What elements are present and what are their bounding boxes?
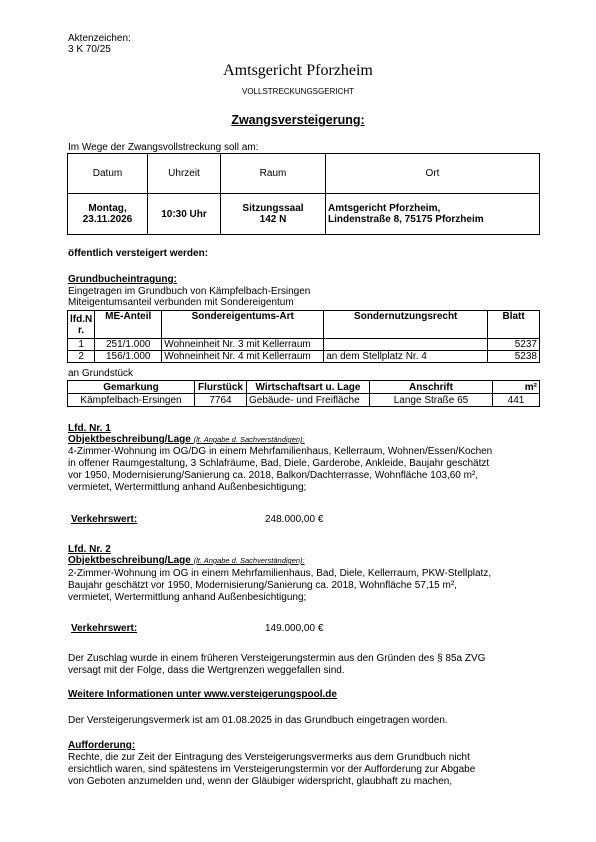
termin-table [67, 153, 540, 235]
lfd1-verkehrswert-label: Verkehrswert: [71, 514, 138, 525]
an-grundstueck: an Grundstück [68, 368, 134, 379]
termin-header-raum: Raum [221, 154, 326, 194]
gb-row2-me: 156/1.000 [95, 351, 162, 363]
termin-ort-line2: Lindenstraße 8, 75175 Pforzheim [328, 214, 484, 225]
aktenzeichen: 3 K 70/25 [68, 44, 111, 55]
termin-header-ort: Ort [326, 154, 540, 194]
grundbuch-line2: Miteigentumsanteil verbunden mit Sondereigentum [68, 297, 294, 308]
lfd2-line: vermietet, Wertermittlung anhand Außenbesichtigung; [68, 592, 307, 603]
lfd2-objekt [68, 555, 305, 566]
gb-header-se: Sondereigentums-Art [162, 311, 324, 339]
weitere-informationen-link[interactable]: Weitere Informationen unter www.versteigerungspool.de [68, 689, 337, 700]
lfd1-line: vor 1950, Modernisierung/Sanierung ca. 2018, Balkon/Dachterrasse, Wohnfläche 103,60 m², [68, 470, 479, 481]
table-row [68, 351, 540, 363]
lfd2-verkehrswert: 149.000,00 € [265, 623, 324, 634]
gb-header-lfd-a: lfd.N [70, 313, 93, 325]
aktenzeichen-label: Aktenzeichen: [68, 33, 131, 44]
termin-header-datum: Datum [68, 154, 148, 194]
lfd1-objekt-label: Objektbeschreibung/Lage [68, 434, 191, 445]
vermerk-text: Der Versteigerungsvermerk ist am 01.08.2025 in das Grundbuch eingetragen worden. [68, 715, 448, 726]
gs-header-flurstueck: Flurstück [195, 381, 247, 394]
gb-row2-se: Wohneinheit Nr. 4 mit Kellerraum [162, 351, 324, 363]
table-row [68, 339, 540, 351]
lfd2-heading: Lfd. Nr. 2 [68, 544, 111, 555]
termin-raum-line1: Sitzungssaal [242, 203, 304, 214]
gb-header-lfd-b: r. [78, 324, 85, 336]
gb-row2-lfd: 2 [68, 351, 95, 363]
grundstueck-table [67, 380, 540, 407]
gb-row2-blatt: 5238 [488, 351, 540, 363]
grundbuch-line1: Eingetragen im Grundbuch von Kämpfelbach-Ersingen [68, 286, 311, 297]
lfd1-line: vermietet, Wertermittlung anhand Außenbesichtigung; [68, 482, 307, 493]
document-title: Zwangsversteigerung: [231, 113, 365, 127]
aufforderung-line: Rechte, die zur Zeit der Eintragung des Versteigerungsvermerks aus dem Grundbuch nicht [68, 752, 470, 763]
gs-wirtschaftsart: Gebäude- und Freifläche [247, 394, 370, 407]
gs-gemarkung: Kämpfelbach-Ersingen [68, 394, 195, 407]
gb-row1-snr [324, 339, 488, 351]
termin-ort-line1: Amtsgericht Pforzheim, [328, 203, 441, 214]
lfd1-line: in offener Raumgestaltung, 3 Schlafräume, Bad, Diele, Garderobe, Ankleide, Baujahr geschätzt [68, 458, 490, 469]
gb-header-blatt: Blatt [488, 311, 540, 339]
lfd1-line: 4-Zimmer-Wohnung im OG/DG in einem Mehrfamilienhaus, Kellerraum, Wohnen/Essen/Kochen [68, 446, 493, 457]
gb-row2-snr: an dem Stellplatz Nr. 4 [324, 351, 488, 363]
lfd1-verkehrswert: 248.000,00 € [265, 514, 324, 525]
termin-raum-line2: 142 N [259, 214, 287, 225]
lfd2-line: 2-Zimmer-Wohnung im OG in einem Mehrfamilienhaus, Bad, Diele, Kellerraum, PKW-Stellplatz, [68, 568, 492, 579]
grundbuch-table [67, 310, 540, 363]
gb-row1-me: 251/1.000 [95, 339, 162, 351]
lfd1-objekt [68, 434, 305, 445]
gs-header-gemarkung: Gemarkung [68, 381, 195, 394]
court-name: Amtsgericht Pforzheim [223, 62, 373, 79]
gs-anschrift: Lange Straße 65 [370, 394, 493, 407]
termin-header-uhrzeit: Uhrzeit [148, 154, 221, 194]
lfd1-objekt-note: (lt. Angabe d. Sachverständigen): [193, 435, 305, 444]
lfd2-objekt-label: Objektbeschreibung/Lage [68, 555, 191, 566]
gb-header-lfd [68, 311, 95, 339]
gb-header-snr: Sondernutzungsrecht [324, 311, 488, 339]
termin-datum-line2: 23.11.2026 [82, 214, 133, 225]
gs-m2: 441 [493, 394, 540, 407]
lfd2-line: Baujahr geschätzt vor 1950, Modernisierung/Sanierung ca. 2018, Wohnfläche 57,15 m², [68, 580, 457, 591]
gb-row1-lfd: 1 [68, 339, 95, 351]
grundbuch-heading: Grundbucheintragung: [68, 274, 177, 285]
gs-flurstueck: 7764 [195, 394, 247, 407]
zuschlag-line: versagt mit der Folge, dass die Wertgrenzen weggefallen sind. [68, 665, 345, 676]
aufforderung-line: von Geboten anzumelden und, wenn der Gläubiger widerspricht, glaubhaft zu machen, [68, 776, 453, 787]
intro-text: Im Wege der Zwangsvollstreckung soll am: [68, 142, 259, 153]
gb-header-me: ME-Anteil [95, 311, 162, 339]
gs-header-m2: m² [493, 381, 540, 394]
gs-header-anschrift: Anschrift [370, 381, 493, 394]
termin-datum [68, 194, 148, 235]
lfd2-verkehrswert-label: Verkehrswert: [71, 623, 138, 634]
versteigert-text: öffentlich versteigert werden: [68, 248, 209, 259]
gb-row1-se: Wohneinheit Nr. 3 mit Kellerraum [162, 339, 324, 351]
table-row [68, 394, 540, 407]
gs-header-wirtschaftsart: Wirtschaftsart u. Lage [247, 381, 370, 394]
aufforderung-line: ersichtlich waren, sind spätestens im Versteigerungstermin vor der Aufforderung zur Abgabe [68, 764, 476, 775]
termin-raum [221, 194, 326, 235]
aufforderung-heading: Aufforderung: [68, 740, 136, 751]
zuschlag-line: Der Zuschlag wurde in einem früheren Versteigerungstermin aus den Gründen des § 85a ZVG [68, 653, 486, 664]
termin-datum-line1: Montag, [88, 203, 127, 214]
gb-row1-blatt: 5237 [488, 339, 540, 351]
termin-uhrzeit: 10:30 Uhr [148, 194, 221, 235]
lfd2-objekt-note: (lt. Angabe d. Sachverständigen): [193, 556, 305, 565]
lfd1-heading: Lfd. Nr. 1 [68, 423, 111, 434]
termin-ort [326, 194, 540, 235]
court-department: VOLLSTRECKUNGSGERICHT [241, 87, 355, 96]
